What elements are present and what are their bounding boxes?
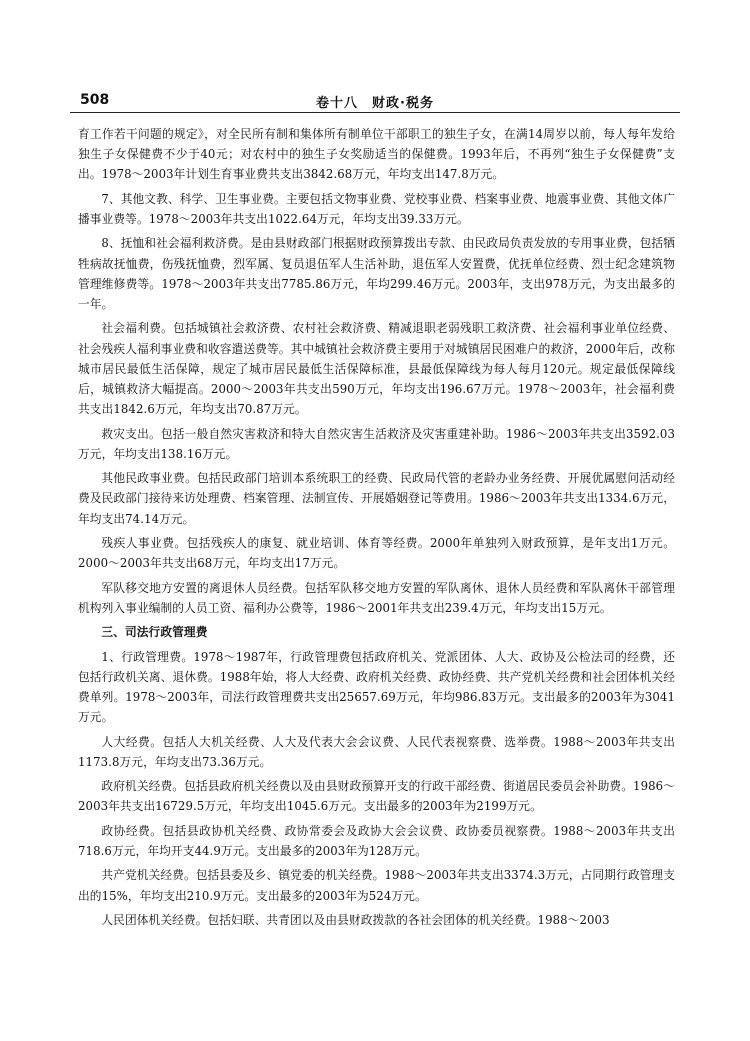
paragraph: 8、抚恤和社会福利救济费。是由县财政部门根据财政预算拨出专款、由民政局负责发放的专用事业费，包括牺牲病故抚恤费，伤残抚恤费，烈军属、复员退伍军人生活补助，退伍军人安置费，优抚单位经费、烈士纪念建筑物管理维修费等。1978～2003年共支出7785.86万元，年均299.46万元。2003年，支出978万元，为支出最多的一年。 (78, 236, 675, 311)
paragraph: 7、其他文教、科学、卫生事业费。主要包括文物事业费、党校事业费、档案事业费、地震事业费、其他文体广播事业费等。1978～2003年共支出1022.64万元，年均支出39.33万元。 (78, 191, 675, 226)
paragraph: 其他民政事业费。包括民政部门培训本系统职工的经费、民政局代管的老龄办业务经费、开展优属慰问活动经费及民政部门接待来访处理费、档案管理、法制宣传、开展婚姻登记等费用。1986～2003年共支出1334.6万元，年均支出74.14万元。 (78, 471, 675, 526)
paragraph: 残疾人事业费。包括残疾人的康复、就业培训、体育等经费。2000年单独列入财政预算，是年支出1万元。2000～2003年共支出68万元，年均支出17万元。 (78, 535, 675, 571)
page-header (70, 88, 680, 113)
section-heading: 三、司法行政管理费 (101, 625, 208, 640)
paragraph: 救灾支出。包括一般自然灾害救济和特大自然灾害生活救济及灾害重建补助。1986～2003年共支出3592.03万元，年均支出138.16万元。 (78, 426, 675, 461)
page-number: 508 (80, 92, 110, 108)
paragraph: 人民团体机关经费。包括妇联、共青团以及由县财政拨款的各社会团体的机关经费。1988～2003 (101, 912, 610, 927)
paragraph: 人大经费。包括人大机关经费、人大及代表大会会议费、人民代表视察费、选举费。1988～2003年共支出1173.8万元，年均支出73.36万元。 (78, 734, 675, 769)
paragraph: 共产党机关经费。包括县委及乡、镇党委的机关经费。1988～2003年共支出3374.3万元，占同期行政管理支出的15%，年均支出210.9万元。支出最多的2003年为524万元。 (78, 868, 675, 903)
paragraph: 1、行政管理费。1978～1987年，行政管理费包括政府机关、党派团体、人大、政协及公检法司的经费，还包括行政机关离、退休费。1988年始，将人大经费、政府机关经费、政协经费、共产党机关经费和社会团体机关经费单列。1978～2003年，司法行政管理费共支出25657.69万元，年均986.83万元。支出最多的2003年为3041万元。 (78, 649, 675, 725)
paragraph: 政府机关经费。包括县政府机关经费以及由县财政预算开支的行政干部经费、街道居民委员会补助费。1986～2003年共支出16729.5万元，年均支出1045.6万元。支出最多的2003年为2199万元。 (78, 779, 675, 814)
paragraph: 社会福利费。包括城镇社会救济费、农村社会救济费、精减退职老弱残职工救济费、社会福利事业单位经费、社会残疾人福利事业费和收容遣送费等。其中城镇社会救济费主要用于对城镇居民困难户的救济，2000年后，改称城市居民最低生活保障，规定了城市居民最低生活保障标准，县最低保障线为每人每月120元。规定最低保障线后，城镇救济大幅提高。2000～2003年共支出590万元，年均支出196.67万元。1978～2003年，社会福利费共支出1842.6万元，年均支出70.87万元。 (78, 321, 675, 417)
paragraph: 军队移交地方安置的离退休人员经费。包括军队移交地方安置的军队离休、退休人员经费和军队离休干部管理机构列入事业编制的人员工资、福利办公费等，1986～2001年共支出239.4万元，年均支出15万元。 (78, 580, 675, 615)
paragraph: 育工作若干问题的规定》，对全民所有制和集体所有制单位干部职工的独生子女，在满14周岁以前，每人每年发给独生子女保健费不少于40元；对农村中的独生子女奖励适当的保健费。1993年后，不再列“独生子女保健费”支出。1978～2003年计划生育事业费共支出3842.68万元，年均支出147.8万元。 (78, 127, 675, 182)
paragraph: 政协经费。包括县政协机关经费、政协常委会及政协大会会议费、政协委员视察费。1988～2003年共支出718.6万元，年均开支44.9万元。支出最多的2003年为128万元。 (78, 823, 675, 858)
body-text (78, 124, 675, 934)
running-title: 卷十八 财政·税务 (316, 96, 434, 111)
